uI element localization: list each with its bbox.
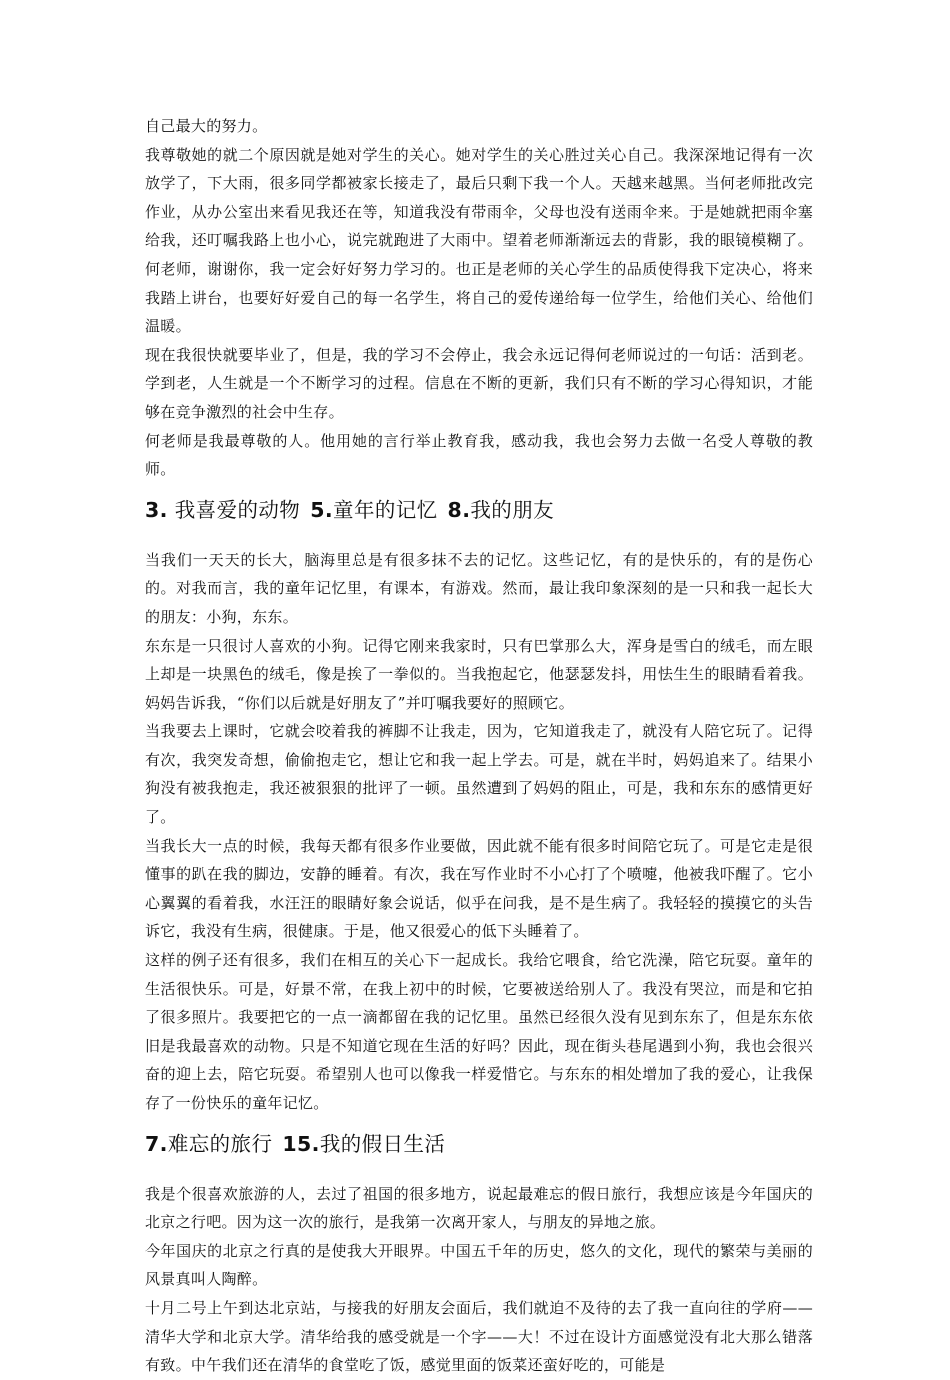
heading-title: 童年的记忆 <box>333 497 438 522</box>
section-heading-travel <box>145 1129 813 1159</box>
paragraph: 当我长大一点的时候，我每天都有很多作业要做，因此就不能有很多时间陪它玩了。可是它走是很懂事的趴在我的脚边，安静的睡着。有次，我在写作业时不小心打了个喷嚏，他被我吓醒了。它小心翼翼的看着我，水汪汪的眼睛好象会说话，似乎在问我，是不是生病了。我轻轻的摸摸它的头告诉它，我没有生病，很健康。于是，他又很爱心的低下头睡着了。 <box>145 836 813 941</box>
heading-number: 7. <box>145 1131 168 1156</box>
document-page <box>145 112 813 1380</box>
paragraph: 我是个很喜欢旅游的人，去过了祖国的很多地方，说起最难忘的假日旅行，我想应该是今年国庆的北京之行吧。因为这一次的旅行，是我第一次离开家人，与朋友的异地之旅。 <box>145 1184 813 1232</box>
paragraph: 当我要去上课时，它就会咬着我的裤脚不让我走，因为，它知道我走了，就没有人陪它玩了。记得有次，我突发奇想，偷偷抱走它，想让它和我一起上学去。可是，就在半时，妈妈追来了。结果小狗没有被我抱走，我还被狠狠的批评了一顿。虽然遭到了妈妈的阻止，可是，我和东东的感情更好了。 <box>145 722 813 827</box>
heading-title: 我的假日生活 <box>319 1131 446 1156</box>
heading-title: 我喜爱的动物 <box>167 497 301 522</box>
paragraph: 现在我很快就要毕业了，但是，我的学习不会停止，我会永远记得何老师说过的一句话：活到老。学到老，人生就是一个不断学习的过程。信息在不断的更新，我们只有不断的学习心得知识，才能够在竞争激烈的社会中生存。 <box>145 345 813 421</box>
heading-number: 8. <box>447 497 471 522</box>
paragraph: 我尊敬她的就二个原因就是她对学生的关心。她对学生的关心胜过关心自己。我深深地记得有一次放学了，下大雨，很多同学都被家长接走了，最后只剩下我一个人。天越来越黑。当何老师批改完作业，从办公室出来看见我还在等，知道我没有带雨伞，父母也没有送雨伞来。于是她就把雨伞塞给我，还叮嘱我路上也小心，说完就跑进了大雨中。望着老师渐渐远去的背影，我的眼镜模糊了。何老师，谢谢你，我一定会好好努力学习的。也正是老师的关心学生的品质使得我下定决心，将来我踏上讲台，也要好好爱自己的每一名学生，将自己的爱传递给每一位学生，给他们关心、给他们温暖。 <box>145 145 813 336</box>
essay-section-dog <box>145 546 813 1118</box>
essay-section-teacher <box>145 112 813 484</box>
heading-title: 难忘的旅行 <box>167 1131 273 1156</box>
section-heading-animals <box>145 495 813 525</box>
heading-number: 5. <box>310 497 334 522</box>
heading-number: 15. <box>282 1131 320 1156</box>
essay-section-travel <box>145 1180 813 1380</box>
paragraph: 今年国庆的北京之行真的是使我大开眼界。中国五千年的历史，悠久的文化，现代的繁荣与美丽的风景真叫人陶醉。 <box>145 1241 813 1289</box>
paragraph: 自己最大的努力。 <box>145 117 268 135</box>
paragraph: 十月二号上午到达北京站，与接我的好朋友会面后，我们就迫不及待的去了我一直向往的学府——清华大学和北京大学。清华给我的感受就是一个字——大！不过在设计方面感觉没有北大那么错落有致。中午我们还在清华的食堂吃了饭，感觉里面的饭菜还蛮好吃的，可能是 <box>145 1298 813 1375</box>
paragraph: 何老师是我最尊敬的人。他用她的言行举止教育我，感动我，我也会努力去做一名受人尊敬的教师。 <box>145 431 813 479</box>
paragraph: 这样的例子还有很多，我们在相互的关心下一起成长。我给它喂食，给它洗澡，陪它玩耍。童年的生活很快乐。可是，好景不常，在我上初中的时候，它要被送给别人了。我没有哭泣，而是和它拍了很多照片。我要把它的一点一滴都留在我的记忆里。虽然已经很久没有见到东东了，但是东东依旧是我最喜欢的动物。只是不知道它现在生活的好吗？因此，现在街头巷尾遇到小狗，我也会很兴奋的迎上去，陪它玩耍。希望别人也可以像我一样爱惜它。与东东的相处增加了我的爱心，让我保存了一份快乐的童年记忆。 <box>145 951 813 1112</box>
paragraph: 东东是一只很讨人喜欢的小狗。记得它刚来我家时，只有巴掌那么大，浑身是雪白的绒毛，而左眼上却是一块黑色的绒毛，像是挨了一拳似的。当我抱起它，他瑟瑟发抖，用怯生生的眼睛看着我。妈妈告诉我，“你们以后就是好朋友了”并叮嘱我要好的照顾它。 <box>145 636 813 712</box>
heading-number: 3. <box>145 497 168 522</box>
paragraph: 当我们一天天的长大，脑海里总是有很多抹不去的记忆。这些记忆，有的是快乐的，有的是伤心的。对我而言，我的童年记忆里，有课本，有游戏。然而，最让我印象深刻的是一只和我一起长大的朋友：小狗，东东。 <box>145 550 813 626</box>
heading-title: 我的朋友 <box>470 497 555 522</box>
